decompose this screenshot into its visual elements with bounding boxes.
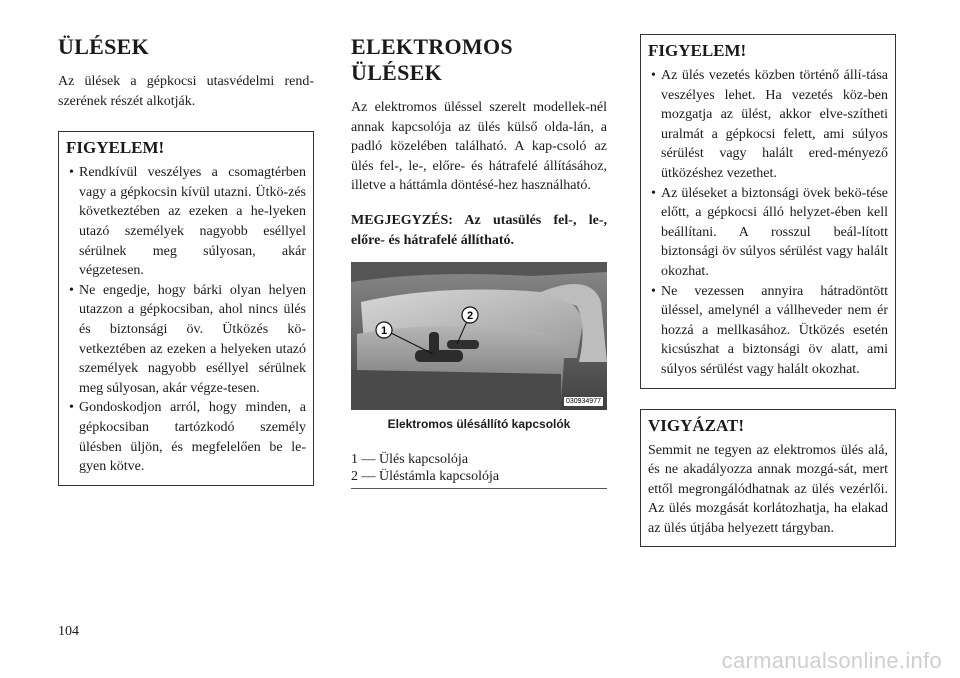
- power-seats-intro: Az elektromos üléssel szerelt modellek-nél annak kapcsolója az ülés külső olda-lán, a padló közelében található. A kap-csoló az ülés fel-, le-, előre- és hátrafelé állításához, illetve a háttámla döntésé-hez használható.: [351, 100, 607, 194]
- section-title-power-seats: ELEKTROMOS ÜLÉSEK: [351, 34, 513, 85]
- figure-caption: Elektromos ülésállító kapcsolók: [387, 417, 571, 432]
- section-title-seats: ÜLÉSEK: [58, 34, 150, 59]
- warning-title: FIGYELEM!: [648, 41, 747, 60]
- seat-illustration: [351, 262, 607, 410]
- bullet-icon: •: [651, 283, 656, 299]
- callout-2: 2: [466, 310, 474, 323]
- power-seat-switch-photo: [351, 262, 607, 410]
- figure-legend: [351, 451, 607, 489]
- warning-box-power-seats: [640, 34, 896, 389]
- column-seats: [58, 34, 314, 486]
- bullet-icon: •: [69, 282, 74, 298]
- warning-item: • Ne engedje, hogy bárki olyan helyen utazzon a gépkocsiban, ahol nincs ülés és biztonsági öv. Ütközés kö-vetkeztében az ezeken a helyeken utazó személyek nagyobb eséllyel sérülnek meg súlyosan, akár végze-tesen.: [69, 282, 306, 396]
- warning-item: • Ne vezessen annyira hátradöntött üléssel, amelynél a vállheveder nem ér hozzá a mellkasához. Ütközés esetén kicsúszhat a biztonsági öv alatt, ami súlyos sérülést vagy halált okozhat.: [651, 283, 888, 377]
- warning-box-seats: [58, 131, 314, 486]
- caution-text: Semmit ne tegyen az elektromos ülés alá, és ne akadályozza annak mozgá-sát, mert ettől megrongálódhatnak az ülés vezérlői. Az ülés mozgását korlátozhatja, ha elakad az ülés útjába helyezett tárgyban.: [648, 442, 888, 536]
- warning-item: • Gondoskodjon arról, hogy minden, a gépkocsiban tartózkodó személy ülésben üljön, és megfelelően be le-gyen kötve.: [69, 400, 306, 475]
- warning-item: • Az ülés vezetés közben történő állí-tása veszélyes lehet. Ha vezetés köz-ben mozgatja az ülést, akkor elve-szítheti uralmát a gépkocsi felett, ami súlyos sérülést vagy halált ered-ményező ütközéshez vezethet.: [651, 68, 888, 181]
- warning-title: FIGYELEM!: [66, 138, 165, 158]
- bullet-icon: •: [651, 185, 656, 201]
- figure-code: 030934977: [565, 398, 601, 406]
- bullet-icon: •: [651, 68, 656, 83]
- caution-title: VIGYÁZAT!: [648, 415, 745, 435]
- warning-list: [648, 66, 888, 380]
- bullet-icon: •: [69, 400, 74, 416]
- legend-item-seat-switch: 1 — Ülés kapcsolója: [351, 452, 469, 468]
- column-warnings: [640, 34, 896, 547]
- bullet-icon: •: [69, 165, 74, 181]
- page-number: 104: [58, 624, 79, 639]
- legend-item-backrest-switch: 2 — Üléstámla kapcsolója: [351, 469, 500, 485]
- column-power-seats: [351, 34, 607, 489]
- caution-box: [640, 409, 896, 548]
- note-passenger-seat: MEGJEGYZÉS: Az utasülés fel-, le-, előre- és hátrafelé állítható.: [351, 212, 607, 248]
- warning-list: [66, 163, 306, 477]
- watermark: carmanualsonline.info: [721, 648, 942, 673]
- callout-1: 1: [380, 325, 388, 338]
- warning-item: • Rendkívül veszélyes a csomagtérben vagy a gépkocsin kívül utazni. Ütkö-zés következtében az ezeken a he-lyeken utazó személyek nagyobb eséllyel sérülnek meg súlyosan, akár végzetesen.: [69, 165, 306, 279]
- seats-intro: Az ülések a gépkocsi utasvédelmi rend-szerének részét alkotják.: [58, 74, 314, 109]
- warning-item: • Az üléseket a biztonsági övek bekö-tése előtt, a gépkocsi álló helyzet-ében kell beállítani. A rosszul beál-lított biztonsági öv súlyos sérülést vagy halált okozhat.: [651, 185, 888, 279]
